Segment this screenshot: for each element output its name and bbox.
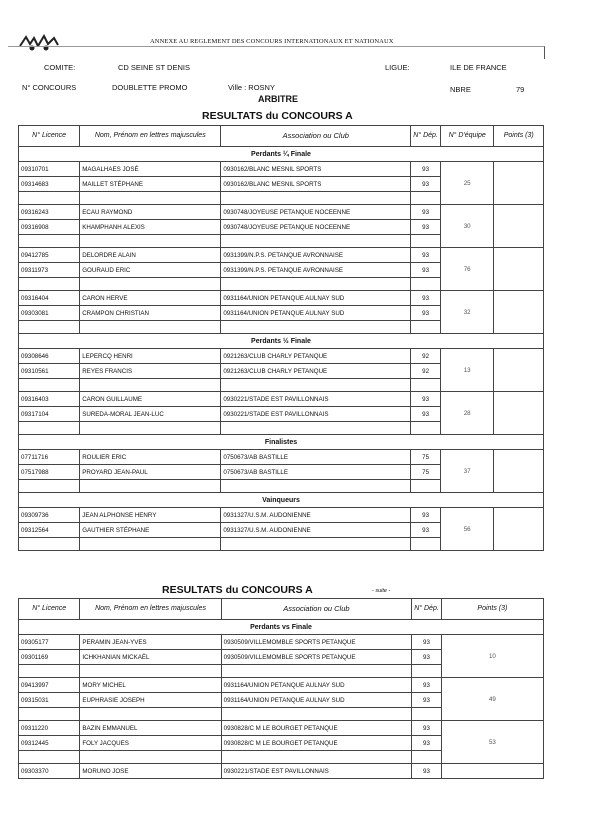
empty-cell: [221, 538, 411, 551]
club-cell: 0930828/C M LE BOURGET PETANQUE: [221, 736, 412, 751]
table1-title: RESULTATS du CONCOURS A: [202, 110, 353, 122]
empty-cell: [221, 192, 411, 205]
club-cell: 0931164/UNION PETANQUE AULNAY SUD: [221, 678, 412, 693]
empty-cell: [221, 235, 411, 248]
col-points: Points (3): [494, 126, 544, 147]
section-title: Perdants ¼ Finale: [19, 147, 544, 162]
results-table-1: [18, 125, 544, 551]
dep-cell: 93: [411, 220, 441, 235]
dep-cell: 93: [411, 407, 441, 422]
points-cell: [494, 508, 544, 551]
section-title: Perdants vs Finale: [19, 620, 544, 635]
empty-cell: [19, 379, 80, 392]
dep-cell: 93: [411, 205, 441, 220]
points-cell: 53: [441, 721, 543, 764]
points-cell: [494, 248, 544, 291]
dep-cell: 75: [411, 465, 441, 480]
points-cell: [494, 349, 544, 392]
empty-cell: [80, 379, 221, 392]
empty-cell: [80, 751, 221, 764]
points-cell: 49: [441, 678, 543, 721]
nom-cell: CARON HERVE: [80, 291, 221, 306]
dep-cell: 92: [411, 364, 441, 379]
ligue-value: ILE DE FRANCE: [450, 63, 507, 72]
comite-label: COMITE:: [44, 63, 76, 72]
table-row: [19, 721, 544, 736]
licence-cell: 09315031: [19, 693, 80, 708]
section-title: Perdants ½ Finale: [19, 334, 544, 349]
empty-cell: [19, 665, 80, 678]
club-cell: 0921263/CLUB CHARLY PETANQUE: [221, 349, 411, 364]
licence-cell: 07517988: [19, 465, 80, 480]
ville-label: Ville : ROSNY: [228, 83, 275, 92]
licence-cell: 09303081: [19, 306, 80, 321]
nom-cell: FOLY JACQUES: [80, 736, 221, 751]
empty-cell: [411, 321, 441, 334]
licence-cell: 09309736: [19, 508, 80, 523]
licence-cell: 09316243: [19, 205, 80, 220]
col-dep: N° Dép.: [411, 126, 441, 147]
nom-cell: MAILLET STÉPHANE: [80, 177, 221, 192]
empty-cell: [412, 665, 442, 678]
dep-cell: 93: [411, 248, 441, 263]
empty-cell: [80, 480, 221, 493]
col-club: Association ou Club: [221, 599, 412, 620]
licence-cell: 09312445: [19, 736, 80, 751]
table-row: [19, 205, 544, 220]
empty-cell: [19, 751, 80, 764]
licence-cell: 09413997: [19, 678, 80, 693]
table2-title: RESULTATS du CONCOURS A: [162, 584, 313, 596]
table-row: [19, 392, 544, 407]
club-cell: 0931399/N.P.S. PETANQUE AVRONNAISE: [221, 248, 411, 263]
annexe-header: ANNEXE AU REGLEMENT DES CONCOURS INTERNATIONAUX ET NATIONAUX: [150, 38, 394, 45]
ligue-label: LIGUE:: [385, 63, 410, 72]
nom-cell: SUREDA-MORAL JEAN-LUC: [80, 407, 221, 422]
table-row: [19, 635, 544, 650]
equipe-cell: 76: [440, 248, 494, 291]
equipe-cell: 56: [440, 508, 494, 551]
col-licence: N° Licence: [19, 126, 80, 147]
section-row: [19, 493, 544, 508]
licence-cell: 09311220: [19, 721, 80, 736]
licence-cell: 09305177: [19, 635, 80, 650]
licence-cell: 09412785: [19, 248, 80, 263]
nom-cell: EUPHRASIE JOSEPH: [80, 693, 221, 708]
empty-cell: [412, 751, 442, 764]
empty-cell: [411, 422, 441, 435]
club-cell: 0931164/UNION PETANQUE AULNAY SUD: [221, 693, 412, 708]
col-nom: Nom, Prénom en lettres majuscules: [80, 599, 221, 620]
empty-cell: [19, 192, 80, 205]
points-cell: [494, 450, 544, 493]
dep-cell: 75: [411, 450, 441, 465]
empty-cell: [221, 422, 411, 435]
dep-cell: 92: [411, 349, 441, 364]
licence-cell: 09308646: [19, 349, 80, 364]
section-row: [19, 147, 544, 162]
dep-cell: 93: [411, 392, 441, 407]
results-table-2: [18, 598, 544, 779]
dep-cell: 93: [411, 508, 441, 523]
empty-cell: [411, 379, 441, 392]
empty-cell: [80, 192, 221, 205]
nom-cell: ECAU RAYMOND: [80, 205, 221, 220]
col-points: Points (3): [441, 599, 543, 620]
empty-cell: [80, 538, 221, 551]
nom-cell: ICHKHANIAN MICKAËL: [80, 650, 221, 665]
col-licence: N° Licence: [19, 599, 80, 620]
dep-cell: 93: [411, 162, 441, 177]
empty-cell: [80, 235, 221, 248]
empty-cell: [19, 422, 80, 435]
empty-cell: [221, 665, 412, 678]
dep-cell: 93: [412, 764, 442, 779]
nom-cell: ROULIER ERIC: [80, 450, 221, 465]
licence-cell: 09316404: [19, 291, 80, 306]
dep-cell: 93: [412, 721, 442, 736]
points-cell: [494, 205, 544, 248]
nom-cell: CRAMPON CHRISTIAN: [80, 306, 221, 321]
club-cell: 0931399/N.P.S. PETANQUE AVRONNAISE: [221, 263, 411, 278]
club-cell: 0930221/STADE EST PAVILLONNAIS: [221, 407, 411, 422]
nom-cell: CARON GUILLAUME: [80, 392, 221, 407]
table-row: [19, 291, 544, 306]
club-cell: 0930162/BLANC MESNIL SPORTS: [221, 177, 411, 192]
points-cell: 10: [441, 635, 543, 678]
empty-cell: [221, 751, 412, 764]
section-row: [19, 334, 544, 349]
empty-cell: [411, 480, 441, 493]
col-equipe: N° D'équipe: [440, 126, 494, 147]
dep-cell: 93: [412, 678, 442, 693]
col-club: Association ou Club: [221, 126, 411, 147]
table-row: [19, 508, 544, 523]
section-title: Vainqueurs: [19, 493, 544, 508]
points-cell: [494, 291, 544, 334]
equipe-cell: 37: [440, 450, 494, 493]
club-cell: 0930162/BLANC MESNIL SPORTS: [221, 162, 411, 177]
dep-cell: 93: [412, 736, 442, 751]
licence-cell: 09314683: [19, 177, 80, 192]
nom-cell: JEAN ALPHONSE HENRY: [80, 508, 221, 523]
empty-cell: [411, 538, 441, 551]
section-row: [19, 435, 544, 450]
empty-cell: [221, 480, 411, 493]
dep-cell: 93: [411, 306, 441, 321]
points-cell: [494, 162, 544, 205]
licence-cell: 09316403: [19, 392, 80, 407]
licence-cell: 07711716: [19, 450, 80, 465]
nom-cell: LEPERCQ HENRI: [80, 349, 221, 364]
club-cell: 0931164/UNION PETANQUE AULNAY SUD: [221, 291, 411, 306]
empty-cell: [411, 235, 441, 248]
nom-cell: MORY MICHEL: [80, 678, 221, 693]
empty-cell: [19, 480, 80, 493]
table-row: [19, 678, 544, 693]
concours-value: DOUBLETTE PROMO: [112, 83, 188, 92]
nom-cell: GAUTHIER STÉPHANE: [80, 523, 221, 538]
dep-cell: 93: [412, 635, 442, 650]
table-row: [19, 162, 544, 177]
dep-cell: 93: [412, 693, 442, 708]
empty-cell: [221, 708, 412, 721]
nom-cell: MAGALHAES JOSÉ: [80, 162, 221, 177]
empty-cell: [221, 321, 411, 334]
club-cell: 0931164/UNION PETANQUE AULNAY SUD: [221, 306, 411, 321]
nom-cell: KHAMPHANH ALEXIS: [80, 220, 221, 235]
equipe-cell: 13: [440, 349, 494, 392]
section-title: Finalistes: [19, 435, 544, 450]
licence-cell: 09312564: [19, 523, 80, 538]
empty-cell: [19, 538, 80, 551]
licence-cell: 09301169: [19, 650, 80, 665]
empty-cell: [221, 278, 411, 291]
empty-cell: [80, 278, 221, 291]
comite-value: CD SEINE ST DENIS: [118, 63, 190, 72]
empty-cell: [80, 665, 221, 678]
table-row: [19, 349, 544, 364]
nom-cell: BAZIN EMMANUEL: [80, 721, 221, 736]
licence-cell: 09311973: [19, 263, 80, 278]
licence-cell: 09317104: [19, 407, 80, 422]
equipe-cell: 25: [440, 162, 494, 205]
licence-cell: 09316908: [19, 220, 80, 235]
club-cell: 0750673/AB BASTILLE: [221, 450, 411, 465]
empty-cell: [412, 708, 442, 721]
equipe-cell: 28: [440, 392, 494, 435]
nom-cell: GOURAUD ERIC: [80, 263, 221, 278]
points-cell: [441, 764, 543, 779]
empty-cell: [411, 278, 441, 291]
empty-cell: [19, 321, 80, 334]
nbre-label: NBRE: [450, 85, 471, 94]
table-row: [19, 450, 544, 465]
empty-cell: [19, 708, 80, 721]
club-cell: 0930509/VILLEMOMBLE SPORTS PETANQUE: [221, 635, 412, 650]
equipe-cell: 32: [440, 291, 494, 334]
nom-cell: PERAMIN JEAN-YVES: [80, 635, 221, 650]
licence-cell: 09303370: [19, 764, 80, 779]
empty-cell: [411, 192, 441, 205]
dep-cell: 93: [411, 177, 441, 192]
dep-cell: 93: [411, 291, 441, 306]
club-cell: 0930221/STADE EST PAVILLONNAIS: [221, 764, 412, 779]
concours-label: N° CONCOURS: [22, 83, 77, 92]
empty-cell: [80, 422, 221, 435]
nom-cell: REYES FRANCIS: [80, 364, 221, 379]
empty-cell: [19, 235, 80, 248]
arbitre-label: ARBITRE: [258, 94, 298, 104]
club-cell: 0931327/U.S.M. AUDONIENNE: [221, 523, 411, 538]
points-cell: [494, 392, 544, 435]
nom-cell: DELORDRE ALAIN: [80, 248, 221, 263]
club-cell: 0930509/VILLEMOMBLE SPORTS PETANQUE: [221, 650, 412, 665]
dep-cell: 93: [411, 263, 441, 278]
club-cell: 0750673/AB BASTILLE: [221, 465, 411, 480]
club-cell: 0930828/C M LE BOURGET PETANQUE: [221, 721, 412, 736]
col-nom: Nom, Prénom en lettres majuscules: [80, 126, 221, 147]
club-cell: 0930748/JOYEUSE PETANQUE NOCEENNE: [221, 220, 411, 235]
header-frame: [8, 46, 545, 59]
club-cell: 0921263/CLUB CHARLY PETANQUE: [221, 364, 411, 379]
equipe-cell: 30: [440, 205, 494, 248]
empty-cell: [80, 321, 221, 334]
licence-cell: 09310701: [19, 162, 80, 177]
dep-cell: 93: [412, 650, 442, 665]
col-dep: N° Dép.: [412, 599, 442, 620]
table-row: [19, 248, 544, 263]
club-cell: 0930221/STADE EST PAVILLONNAIS: [221, 392, 411, 407]
empty-cell: [221, 379, 411, 392]
empty-cell: [19, 278, 80, 291]
dep-cell: 93: [411, 523, 441, 538]
table-row: [19, 764, 544, 779]
nom-cell: MORUNO JOSE: [80, 764, 221, 779]
nbre-value: 79: [516, 85, 525, 94]
section-row: [19, 620, 544, 635]
club-cell: 0930748/JOYEUSE PETANQUE NOCEENNE: [221, 205, 411, 220]
club-cell: 0931327/U.S.M. AUDONIENNE: [221, 508, 411, 523]
licence-cell: 09310561: [19, 364, 80, 379]
nom-cell: PROYARD JEAN-PAUL: [80, 465, 221, 480]
table2-suite: - suite -: [372, 588, 391, 594]
empty-cell: [80, 708, 221, 721]
